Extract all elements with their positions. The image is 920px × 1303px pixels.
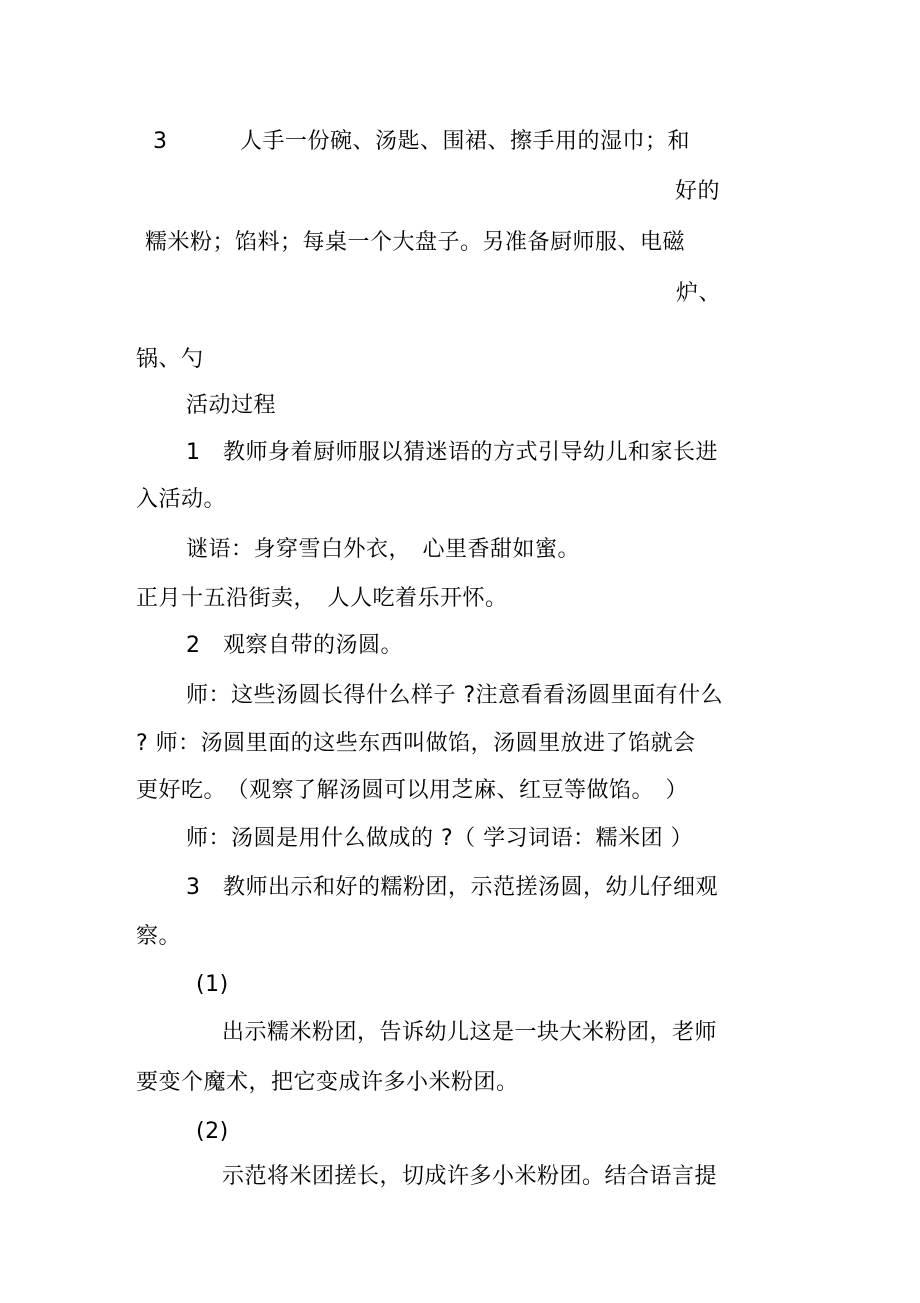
step-1-line-1: 1 教师身着厨师服以猜迷语的方式引导幼儿和家长进 xyxy=(186,440,718,465)
material-line-1: 人手一份碗、汤匙、围裙、擦手用的湿巾；和 xyxy=(240,129,691,154)
sub-item-1-marker: (1) xyxy=(196,972,229,997)
step-2-line-1: 2 观察自带的汤圆。 xyxy=(186,633,403,658)
dialogue-line-3: 更好吃。 （观察了解汤圆可以用芝麻、红豆等做馅。 ） xyxy=(136,778,689,803)
material-line-2: 好的 xyxy=(675,179,721,204)
step-3-line-2: 察。 xyxy=(136,924,182,949)
sub-item-1-line-1: 出示糯米粉团，告诉幼儿这是一块大米粉团，老师 xyxy=(222,1020,718,1045)
riddle-line-1: 谜语：身穿雪白外衣， 心里香甜如蜜。 xyxy=(186,537,581,562)
sub-item-2-line-1: 示范将米团搓长，切成许多小米粉团。结合语言提 xyxy=(222,1164,718,1189)
dialogue-line-2: ? 师：汤圆里面的这些东西叫做馅，汤圆里放进了馅就会 xyxy=(136,731,696,756)
sub-item-1-line-2: 要变个魔术，把它变成许多小米粉团。 xyxy=(136,1070,519,1095)
material-line-3: 糯米粉；馅料；每桌一个大盘子。另准备厨师服、电磁 xyxy=(145,230,686,255)
riddle-line-2: 正月十五沿街卖， 人人吃着乐开怀。 xyxy=(136,586,508,611)
section-heading: 活动过程 xyxy=(186,393,277,418)
step-1-line-2: 入活动。 xyxy=(136,487,227,512)
material-line-4: 炉、 xyxy=(676,281,722,306)
material-item-number: 3 xyxy=(153,129,168,154)
dialogue-line-1: 师：这些汤圆长得什么样子 ?注意看看汤圆里面有什么 xyxy=(186,683,724,708)
material-line-5: 锅、勺 xyxy=(136,347,204,372)
step-3-line-1: 3 教师出示和好的糯粉团，示范搓汤圆，幼儿仔细观 xyxy=(186,875,718,900)
dialogue-line-4: 师：汤圆是用什么做成的 ?（ 学习词语：糯米团 ） xyxy=(186,826,694,851)
sub-item-2-marker: (2) xyxy=(196,1119,229,1144)
